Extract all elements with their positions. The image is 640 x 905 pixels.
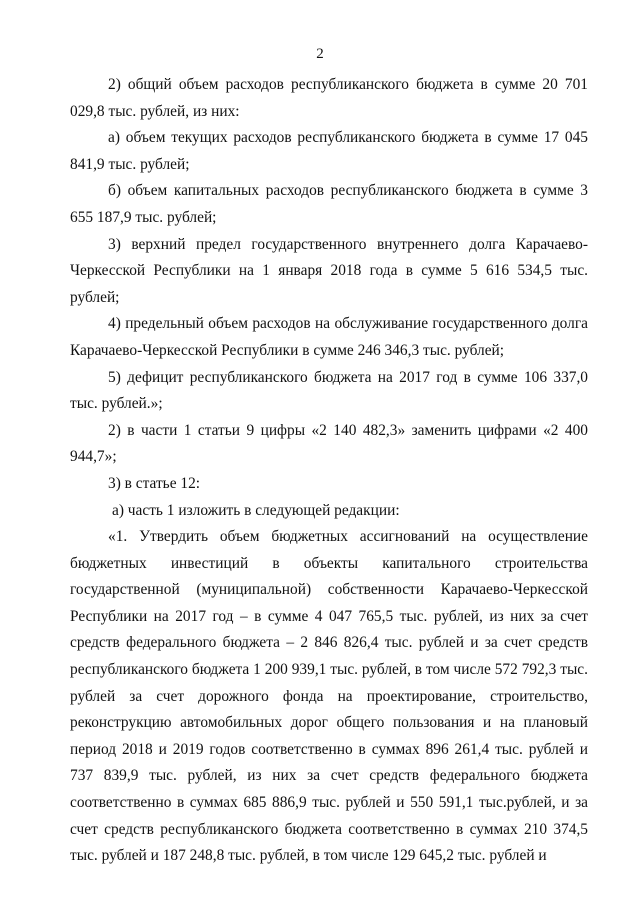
paragraph-debt-service: 4) предельный объем расходов на обслуживание государственного долга Карачаево-Черкесской Республики в сумме 246 346,3 тыс. рублей;	[70, 315, 588, 359]
paragraph-deficit: 5) дефицит республиканского бюджета на 2017 год в сумме 106 337,0 тыс. рублей.»;	[70, 368, 588, 413]
paragraph-total-expenses: 2) общий объем расходов республиканского бюджета в сумме 20 701 029,8 тыс. рублей, из них:	[70, 76, 588, 120]
paragraph-capital-expenses: б) объем капитальных расходов республиканского бюджета в сумме 3 655 187,9 тыс. рублей;	[70, 182, 588, 226]
paragraph-debt-limit: 3) верхний предел государственного внутреннего долга Карачаево-Черкесской Республики на 1 января 2018 года в сумме 5 616 534,5 тыс. рублей;	[70, 235, 588, 306]
paragraph-article-9: 2) в части 1 статьи 9 цифры «2 140 482,3» заменить цифрами «2 400 944,7»;	[70, 421, 588, 466]
paragraph-part-1-edit: а) часть 1 изложить в следующей редакции:	[112, 501, 400, 519]
paragraph-article-12: 3) в статье 12:	[108, 474, 201, 492]
document-body	[70, 72, 588, 870]
paragraph-current-expenses: а) объем текущих расходов республиканского бюджета в сумме 17 045 841,9 тыс. рублей;	[70, 129, 588, 173]
page-number: 2	[316, 46, 324, 62]
paragraph-investments: «1. Утвердить объем бюджетных ассигнований на осуществление бюджетных инвестиций в объекты капитального строительства государственной (муниципальной) собственности Карачаево-Черкесской Республики на 2017 год – в сумме 4 047 765,5 тыс. рублей, из них за счет средств федерального бюджета – 2 846 826,4 тыс. рублей и за счет средств республиканского бюджета 1 200 939,1 тыс. рублей, в том числе 572 792,3 тыс. рублей за счет дорожного фонда на проектирование, строительство, реконструкцию автомобильных дорог общего пользования и на плановый период 2018 и 2019 годов соответственно в суммах 896 261,4 тыс. рублей и 737 839,9 тыс. рублей, из них за счет средств федерального бюджета соответственно в суммах 685 886,9 тыс. рублей и 550 591,1 тыс.рублей, и за счет средств республиканского бюджета соответственно в суммах 210 374,5 тыс. рублей и 187 248,8 тыс. рублей, в том числе 129 645,2 тыс. рублей и	[70, 528, 588, 865]
